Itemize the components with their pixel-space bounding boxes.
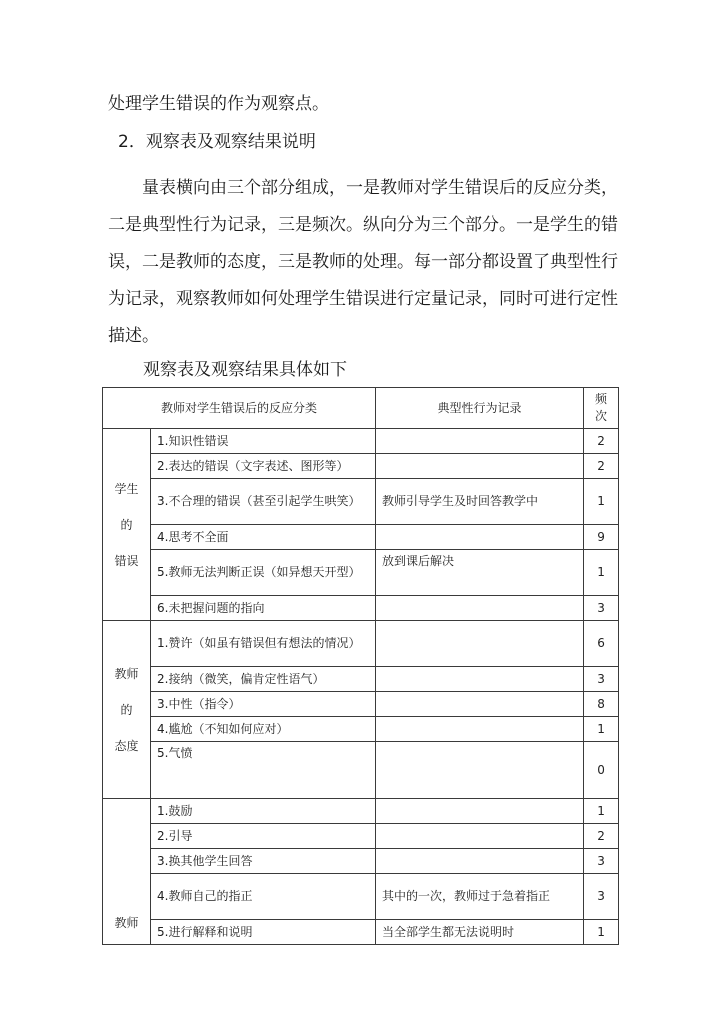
group-label-line: 的 [120, 517, 133, 532]
record-cell [376, 799, 584, 824]
frequency-cell: 9 [584, 525, 619, 550]
item-cell: 1.赞许（如虽有错误但有想法的情况） [151, 621, 376, 667]
record-cell [376, 824, 584, 849]
item-cell: 2.接纳（微笑，偏肯定性语气） [151, 667, 376, 692]
record-cell [376, 717, 584, 742]
table-row [103, 849, 619, 874]
table-row [103, 429, 619, 454]
frequency-cell: 3 [584, 667, 619, 692]
frequency-cell: 1 [584, 479, 619, 525]
frequency-cell: 1 [584, 550, 619, 596]
item-cell: 1.知识性错误 [151, 429, 376, 454]
table-row [103, 621, 619, 667]
group-label-line: 错误 [114, 553, 139, 568]
record-cell [376, 621, 584, 667]
group-label-line: 学生 [114, 481, 139, 496]
frequency-cell: 3 [584, 596, 619, 621]
frequency-cell: 1 [584, 717, 619, 742]
group-label-teacher-handling [103, 799, 151, 945]
item-cell: 5.教师无法判断正误（如异想天开型） [151, 550, 376, 596]
item-cell: 4.教师自己的指正 [151, 874, 376, 920]
record-cell: 放到课后解决 [376, 550, 584, 596]
item-cell: 1.鼓励 [151, 799, 376, 824]
record-cell [376, 525, 584, 550]
table-row [103, 667, 619, 692]
frequency-cell: 3 [584, 849, 619, 874]
record-cell [376, 429, 584, 454]
table-row [103, 479, 619, 525]
item-cell: 4.尴尬（不知如何应对） [151, 717, 376, 742]
record-cell [376, 596, 584, 621]
table-row [103, 742, 619, 799]
item-cell: 5.进行解释和说明 [151, 920, 376, 945]
body-paragraph: 量表横向由三个部分组成，一是教师对学生错误后的反应分类，二是典型性行为记录，三是频次。纵向分为三个部分。一是学生的错误，二是教师的态度，三是教师的处理。每一部分都设置了典型性行为记录，观察教师如何处理学生错误进行定量记录，同时可进行定性描述。 [108, 178, 618, 346]
record-cell: 教师引导学生及时回答教学中 [376, 479, 584, 525]
record-cell [376, 849, 584, 874]
item-cell: 2.表达的错误（文字表述、图形等） [151, 454, 376, 479]
record-cell [376, 692, 584, 717]
table-header-row [103, 388, 619, 429]
item-cell: 3.中性（指令） [151, 692, 376, 717]
table-row [103, 717, 619, 742]
table-row [103, 550, 619, 596]
frequency-cell: 1 [584, 799, 619, 824]
frequency-cell: 3 [584, 874, 619, 920]
table-row [103, 920, 619, 945]
frequency-cell: 2 [584, 454, 619, 479]
item-cell: 3.换其他学生回答 [151, 849, 376, 874]
frequency-cell: 8 [584, 692, 619, 717]
table-intro-line: 观察表及观察结果具体如下 [143, 360, 347, 380]
observation-table [102, 387, 619, 945]
header-frequency: 频次 [584, 388, 619, 429]
group-label-line: 教师 [114, 666, 139, 681]
item-cell: 2.引导 [151, 824, 376, 849]
table-row [103, 596, 619, 621]
table-row [103, 692, 619, 717]
record-cell: 当全部学生都无法说明时 [376, 920, 584, 945]
paragraph-intro-end: 处理学生错误的作为观察点。 [108, 94, 329, 114]
group-label-student-errors [103, 429, 151, 621]
frequency-cell: 0 [584, 742, 619, 799]
record-cell: 其中的一次，教师过于急着指正 [376, 874, 584, 920]
section-heading: 2．观察表及观察结果说明 [118, 132, 316, 152]
group-label-line: 态度 [114, 738, 139, 753]
record-cell [376, 667, 584, 692]
frequency-cell: 2 [584, 429, 619, 454]
frequency-cell: 2 [584, 824, 619, 849]
table-row [103, 799, 619, 824]
frequency-cell: 6 [584, 621, 619, 667]
table-row [103, 874, 619, 920]
header-category: 教师对学生错误后的反应分类 [103, 388, 376, 429]
item-cell: 3.不合理的错误（甚至引起学生哄笑） [151, 479, 376, 525]
frequency-cell: 1 [584, 920, 619, 945]
record-cell [376, 742, 584, 799]
table-row [103, 525, 619, 550]
group-label-line: 教师 [114, 916, 139, 930]
group-label-line: 的 [120, 702, 133, 717]
group-label-teacher-attitude [103, 621, 151, 799]
table-row [103, 824, 619, 849]
item-cell: 6.未把握问题的指向 [151, 596, 376, 621]
record-cell [376, 454, 584, 479]
header-record: 典型性行为记录 [376, 388, 584, 429]
item-cell: 4.思考不全面 [151, 525, 376, 550]
table-row [103, 454, 619, 479]
item-cell: 5.气愤 [151, 742, 376, 799]
